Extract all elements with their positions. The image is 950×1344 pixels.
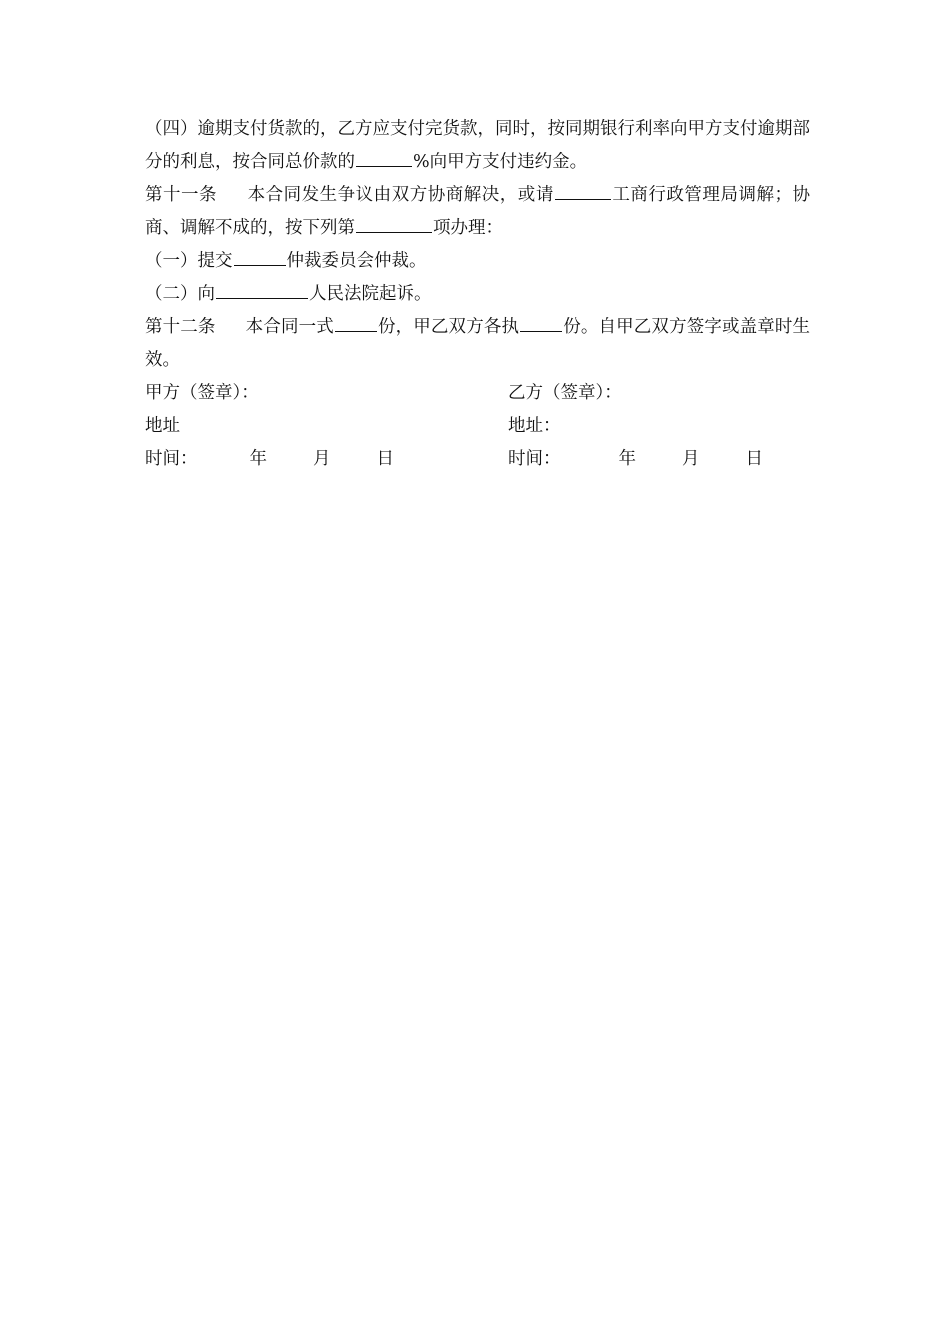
option-1 <box>145 245 810 278</box>
party-b-year: 年 <box>618 449 636 469</box>
clause-11-text-a: 本合同发生争议由双方协商解决，或请 <box>247 185 554 205</box>
bureau-blank <box>555 198 611 200</box>
signature-row <box>145 377 810 410</box>
penalty-percent-blank <box>356 165 412 167</box>
option-1-text-b: 仲裁委员会仲裁。 <box>286 251 427 271</box>
party-a-signature: 甲方（签章）： <box>145 383 259 403</box>
option-2-text-a: （二）向 <box>145 284 215 304</box>
court-blank <box>216 297 308 299</box>
party-b-address: 地址： <box>508 416 561 436</box>
party-b-time-label: 时间： <box>508 449 561 469</box>
clause-4-text-a: （四）逾期支付货款的，乙方应支付完货款，同时，按同期银行利率向甲方支付逾期部分的利息，按合同总价款的 <box>145 119 810 172</box>
option-2-text-b: 人民法院起诉。 <box>309 284 432 304</box>
clause-12-text-c: 份。自甲乙双方签字或盖章时生效。 <box>145 317 811 370</box>
clause-12-label: 第十二条 <box>145 317 216 337</box>
date-row <box>145 443 810 476</box>
clause-12 <box>145 311 810 377</box>
clause-11-text-c: 项办理： <box>433 218 503 238</box>
arbitration-committee-blank <box>234 264 286 266</box>
party-b-signature: 乙方（签章）： <box>508 383 622 403</box>
option-1-text-a: （一）提交 <box>145 251 233 271</box>
clause-4 <box>145 113 810 179</box>
option-number-blank <box>356 231 432 233</box>
party-a-date <box>145 443 508 476</box>
clause-11-text-b: 工商行政管理局调解；协商、调解不成的，按下列第 <box>145 185 811 238</box>
party-a-month: 月 <box>313 449 331 469</box>
contract-page <box>145 113 810 476</box>
party-b-day: 日 <box>745 449 763 469</box>
clause-12-text-a: 本合同一式 <box>245 317 334 337</box>
party-a-year: 年 <box>249 449 267 469</box>
copies-total-blank <box>335 330 377 332</box>
party-a-day: 日 <box>376 449 394 469</box>
party-b-date <box>508 443 808 476</box>
clause-4-text-b: %向甲方支付违约金。 <box>413 152 588 172</box>
clause-11 <box>145 179 810 245</box>
party-a-address: 地址 <box>145 416 180 436</box>
copies-each-blank <box>520 330 562 332</box>
party-b-month: 月 <box>682 449 700 469</box>
party-a-time-label: 时间： <box>145 449 198 469</box>
option-2 <box>145 278 810 311</box>
clause-11-label: 第十一条 <box>145 185 218 205</box>
address-row <box>145 410 810 443</box>
clause-12-text-b: 份，甲乙双方各执 <box>377 317 520 337</box>
